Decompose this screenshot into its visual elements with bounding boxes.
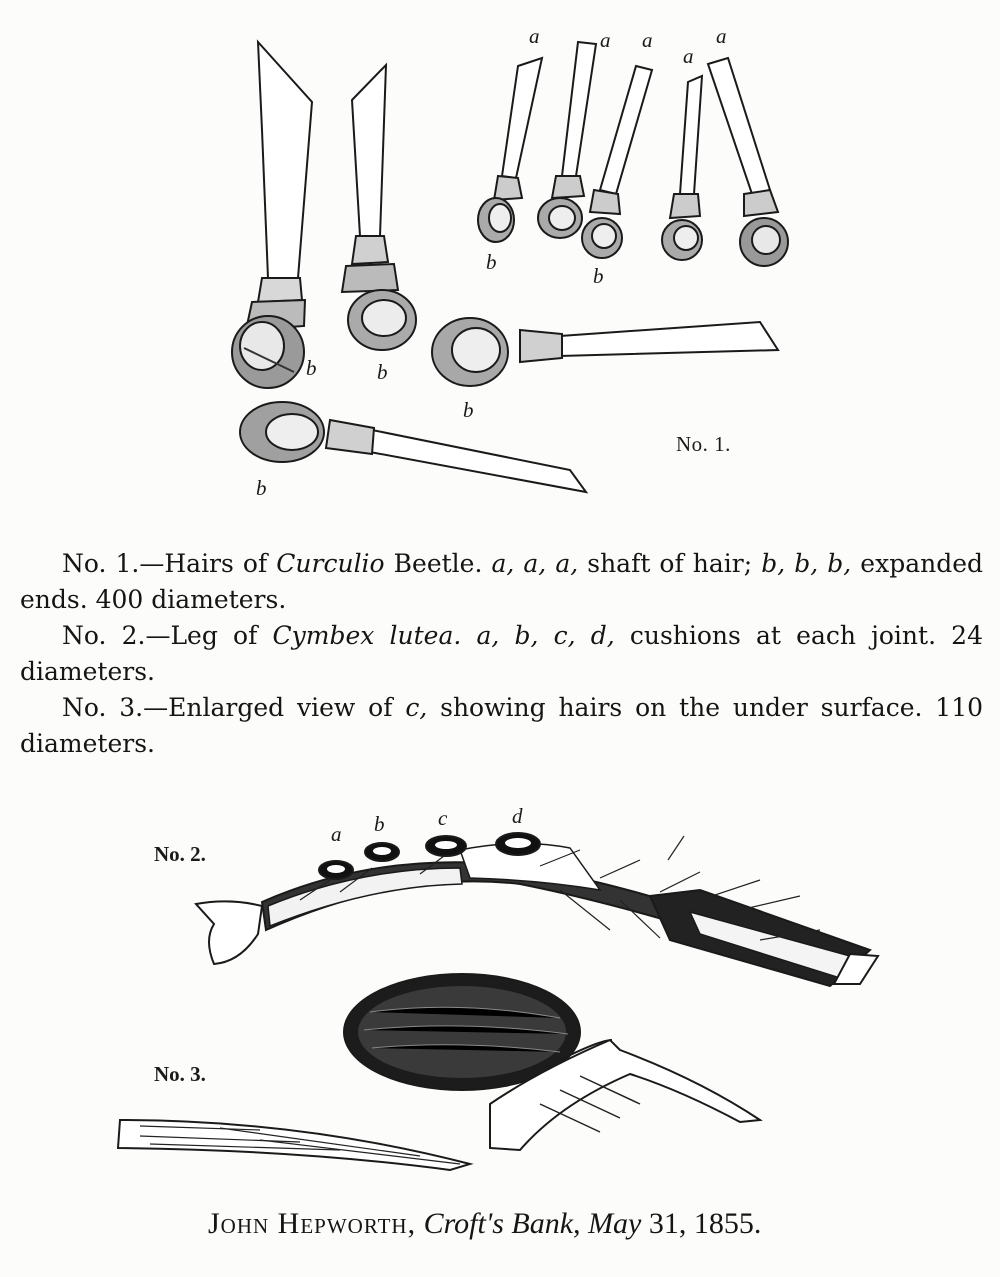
fig1-label-b: b: [593, 264, 604, 288]
caption-1: No. 1.—Hairs of Curculio Beetle. a, a, a, shaft of hair; b, b, b, expanded ends. 400 diameters.: [20, 549, 984, 614]
date-rest: 31, 1855.: [641, 1207, 762, 1240]
fig2-label-c: c: [438, 806, 448, 830]
fig1-label-a: a: [642, 28, 653, 52]
fig2-label-a: a: [331, 822, 342, 846]
small-hair-3: [582, 66, 652, 258]
fig2-label-d: d: [512, 804, 523, 828]
small-hair-2: [538, 42, 596, 238]
caption-3: No. 3.—Enlarged view of c, showing hairs on the under surface. 110 diameters.: [20, 693, 984, 758]
cushion-a: [319, 861, 353, 879]
fig1-label-a: a: [683, 44, 694, 68]
large-hair-1: [232, 42, 312, 388]
author-name: John Hepworth,: [208, 1207, 417, 1240]
horizontal-hair-1: [432, 318, 778, 386]
figure-3-title: No. 3.: [154, 1062, 206, 1086]
fig1-label-b: b: [486, 250, 497, 274]
cushion-b: [365, 843, 399, 861]
date-month: May: [588, 1207, 642, 1240]
figure-captions: [20, 546, 983, 762]
enlarged-cushion-illustration: [118, 974, 760, 1170]
large-hair-2: [342, 65, 416, 350]
author-place: Croft's Bank,: [423, 1207, 581, 1240]
figure-1-illustration: [0, 0, 1000, 520]
author-signature: [208, 1207, 761, 1241]
fig2-label-b: b: [374, 812, 385, 836]
fig1-label-b: b: [256, 476, 267, 500]
horizontal-hair-2: [240, 402, 586, 492]
small-hair-4: [662, 76, 702, 260]
cushion-d: [496, 833, 540, 855]
leg-illustration: [196, 833, 878, 986]
caption-2: No. 2.—Leg of Cymbex lutea. a, b, c, d, cushions at each joint. 24 diameters.: [20, 621, 983, 686]
fig1-label-a: a: [529, 24, 540, 48]
fig1-label-a: a: [716, 24, 727, 48]
figure-1-title: No. 1.: [676, 432, 731, 456]
cushion-c: [426, 836, 466, 856]
fig1-label-b: b: [463, 398, 474, 422]
fig1-label-b: b: [306, 356, 317, 380]
small-hair-5: [708, 58, 788, 266]
fig1-label-b: b: [377, 360, 388, 384]
fig1-label-a: a: [600, 28, 611, 52]
small-hair-1: [478, 58, 542, 242]
figure-2-title: No. 2.: [154, 842, 206, 866]
